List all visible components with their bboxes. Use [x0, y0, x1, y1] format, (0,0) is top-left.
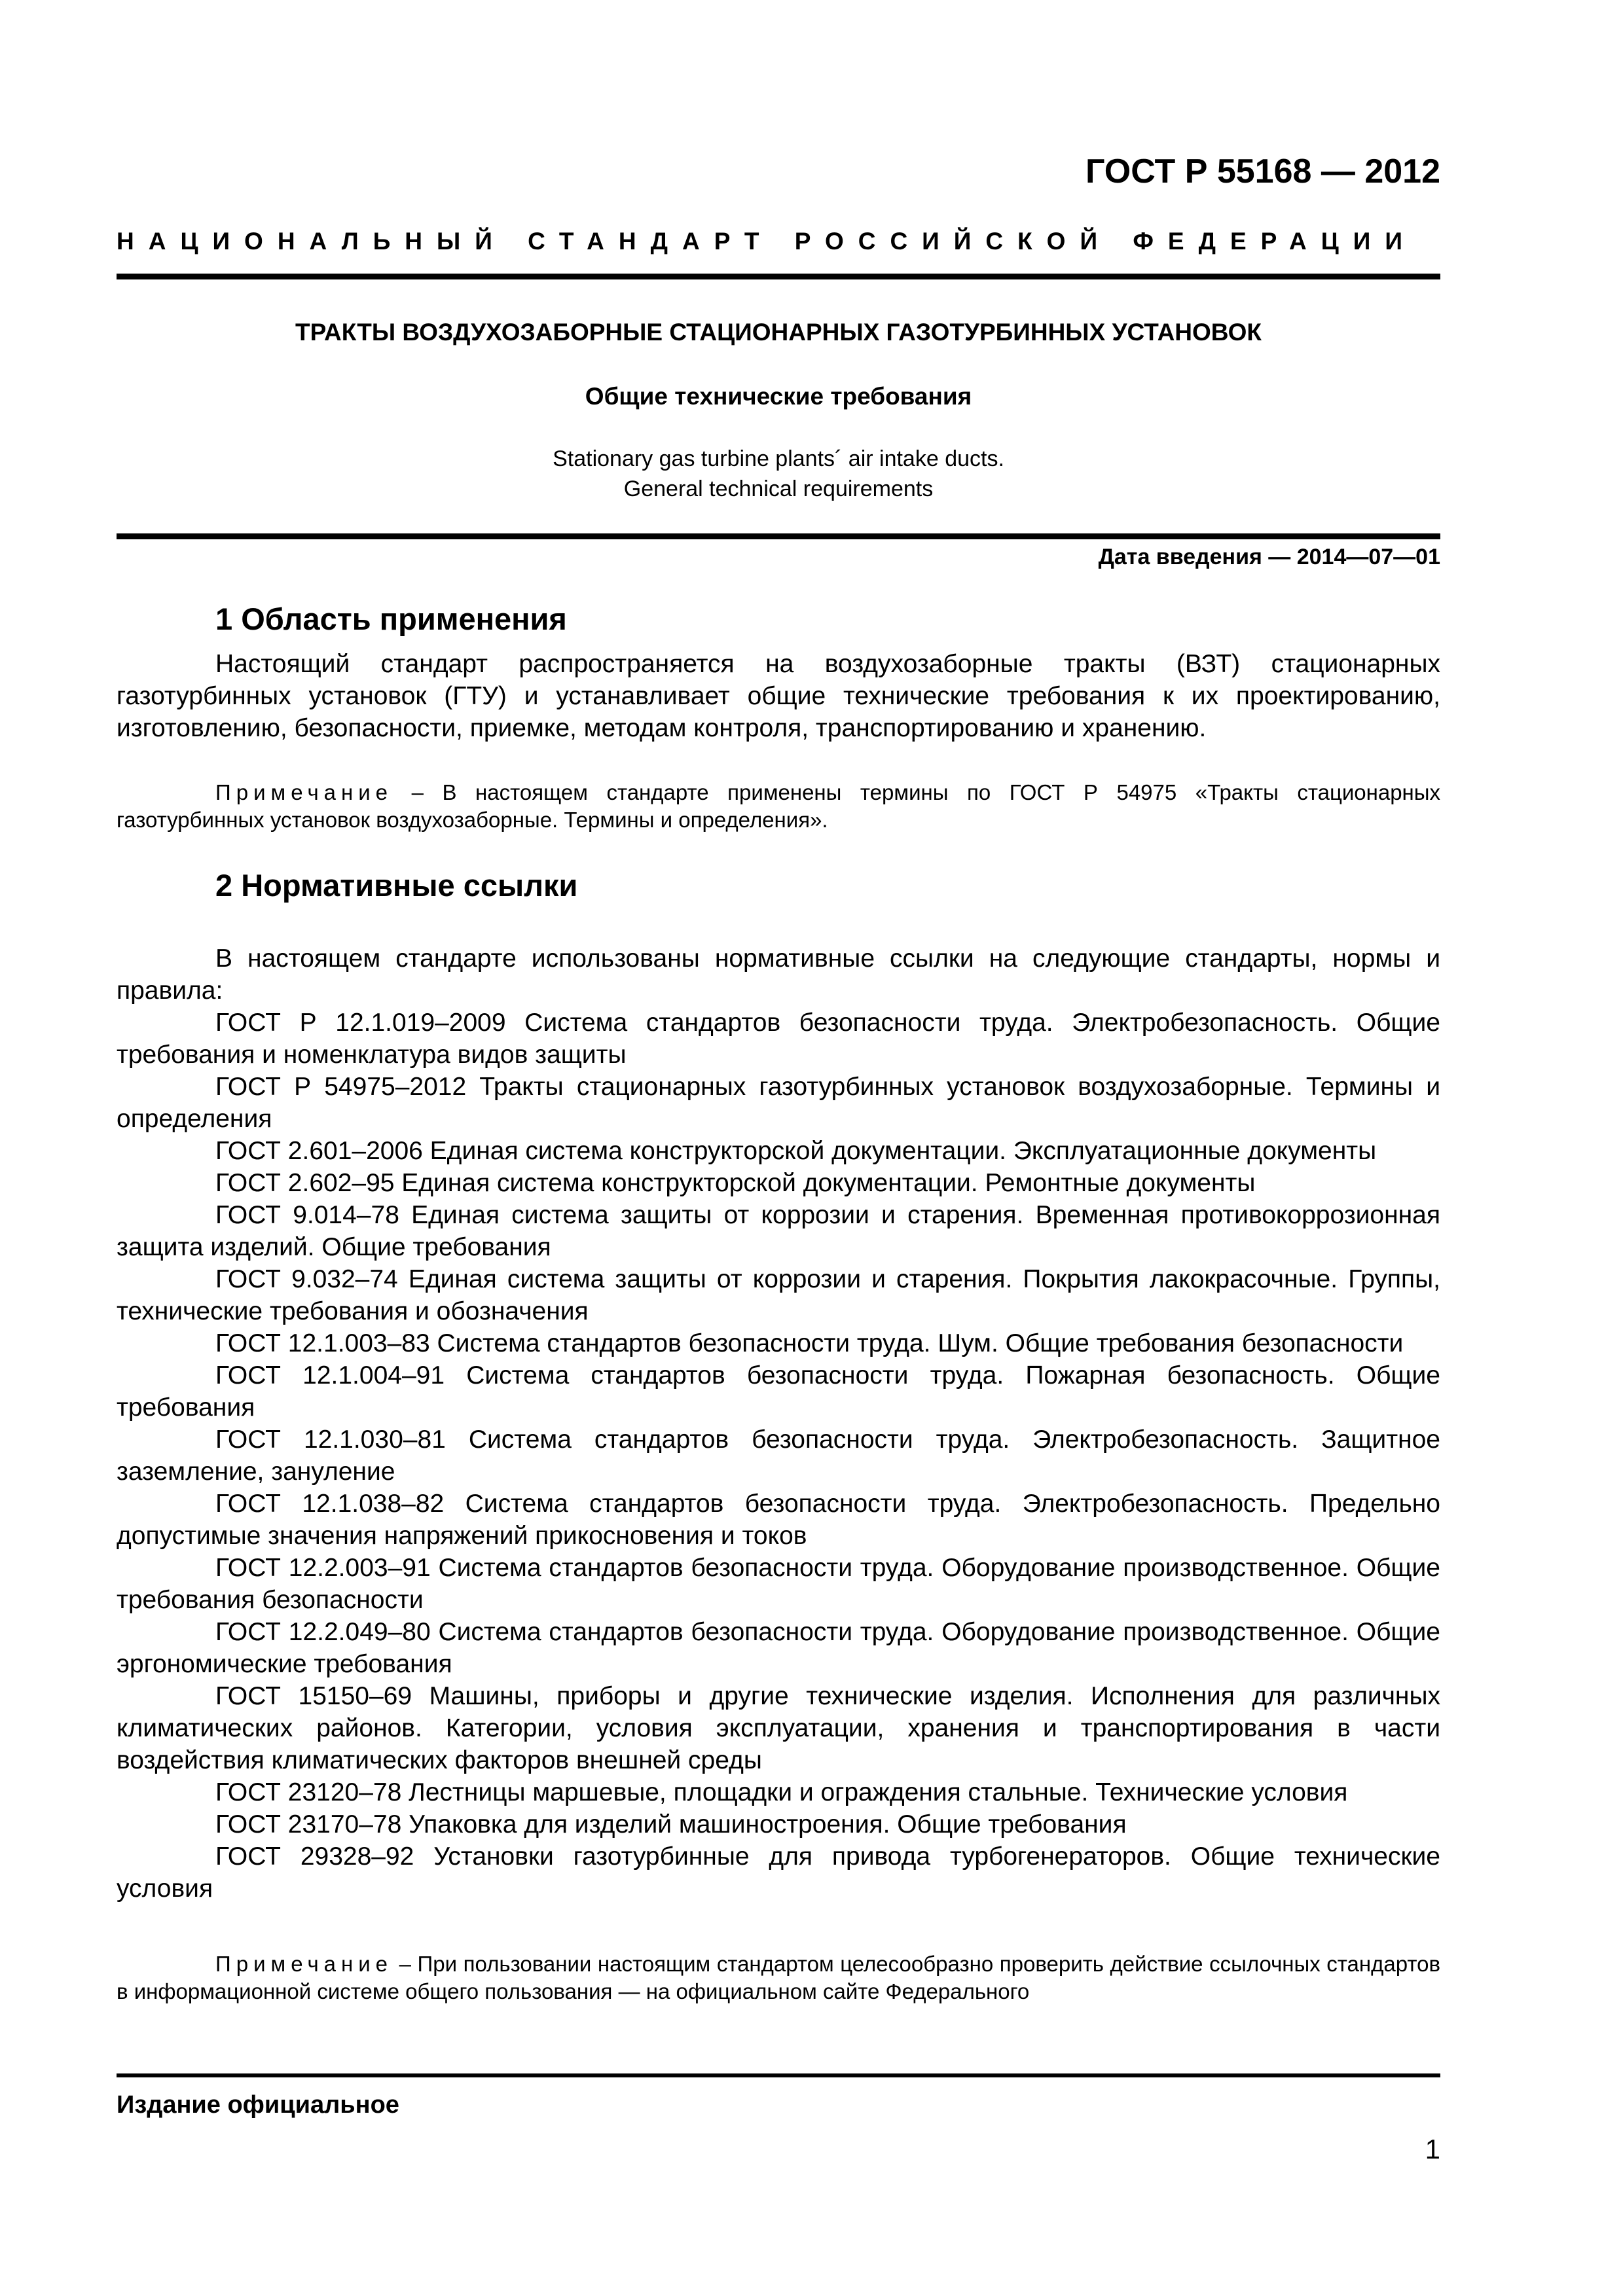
reference-item: ГОСТ Р 12.1.019–2009 Система стандартов безопасности труда. Электробезопасность. Общие требования и номенклатура видов защиты	[117, 1009, 1440, 1069]
section-1-heading: 1 Область применения	[215, 601, 567, 636]
reference-item: ГОСТ 9.014–78 Единая система защиты от коррозии и старения. Временная противокоррозионная защита изделий. Общие требования	[117, 1201, 1440, 1261]
english-title-line-1: Stationary gas turbine plants´ air intake ducts.	[553, 446, 1004, 471]
official-edition-label: Издание официальное	[117, 2091, 399, 2119]
document-title: ТРАКТЫ ВОЗДУХОЗАБОРНЫЕ СТАЦИОНАРНЫХ ГАЗОТУРБИННЫХ УСТАНОВОК	[295, 319, 1262, 346]
footer-rule	[117, 2073, 1440, 2077]
reference-item: ГОСТ Р 54975–2012 Тракты стационарных газотурбинных установок воздухозаборные. Термины и определения	[117, 1073, 1440, 1133]
reference-item: ГОСТ 23170–78 Упаковка для изделий машиностроения. Общие требования	[215, 1810, 1127, 1839]
references-intro: В настоящем стандарте использованы нормативные ссылки на следующие стандарты, нормы и правила:	[117, 944, 1440, 1005]
document-code: ГОСТ Р 55168 — 2012	[1085, 152, 1440, 190]
reference-item: ГОСТ 12.2.049–80 Система стандартов безопасности труда. Оборудование производственное. Общие эргономические требования	[117, 1618, 1440, 1678]
introduction-date: Дата введения — 2014—07—01	[1098, 545, 1440, 569]
english-title	[117, 444, 1440, 504]
reference-item: ГОСТ 23120–78 Лестницы маршевые, площадки и ограждения стальные. Технические условия	[215, 1778, 1348, 1806]
reference-item: ГОСТ 12.1.004–91 Система стандартов безопасности труда. Пожарная безопасность. Общие требования	[117, 1361, 1440, 1422]
note-text: – При пользовании настоящим стандартом целесообразно проверить действие ссылочных стандартов в информационной системе общего пользования — на официальном сайте Федерального	[117, 1952, 1440, 2003]
reference-item: ГОСТ 2.602–95 Единая система конструкторской документации. Ремонтные документы	[215, 1169, 1256, 1197]
document-subtitle: Общие технические требования	[585, 383, 972, 410]
reference-item: ГОСТ 9.032–74 Единая система защиты от коррозии и старения. Покрытия лакокрасочные. Группы, технические требования и обозначения	[117, 1265, 1440, 1325]
reference-item: ГОСТ 12.1.003–83 Система стандартов безопасности труда. Шум. Общие требования безопасности	[215, 1329, 1404, 1357]
note-text: – В настоящем стандарте применены термины по ГОСТ Р 54975 «Тракты стационарных газотурбинных установок воздухозаборные. Термины и определения».	[117, 780, 1440, 832]
reference-item: ГОСТ 12.1.030–81 Система стандартов безопасности труда. Электробезопасность. Защитное заземление, зануление	[117, 1426, 1440, 1486]
reference-item: ГОСТ 15150–69 Машины, приборы и другие технические изделия. Исполнения для различных климатических районов. Категории, условия эксплуатации, хранения и транспортирования в части воздействия климатических факторов внешней среды	[117, 1682, 1440, 1774]
header-rule	[117, 274, 1440, 279]
english-title-line-2: General technical requirements	[623, 476, 934, 501]
section-1-text: Настоящий стандарт распространяется на воздухозаборные тракты (ВЗТ) стационарных газотурбинных установок (ГТУ) и устанавливает общие технические требования к их проектированию, изготовлению, безопасности, приемке, методам контроля, транспортированию и хранению.	[117, 650, 1440, 742]
note-label: Примечание	[215, 1952, 393, 1976]
section-2-heading: 2 Нормативные ссылки	[215, 868, 578, 903]
national-standard-heading: НАЦИОНАЛЬНЫЙ СТАНДАРТ РОССИЙСКОЙ ФЕДЕРАЦИИ	[117, 228, 1417, 255]
section-2-note	[117, 1950, 1440, 2005]
note-label: Примечание	[215, 780, 393, 804]
section-1-note	[117, 779, 1440, 834]
reference-item: ГОСТ 12.1.038–82 Система стандартов безопасности труда. Электробезопасность. Предельно допустимые значения напряжений прикосновения и токов	[117, 1490, 1440, 1550]
reference-item: ГОСТ 12.2.003–91 Система стандартов безопасности труда. Оборудование производственное. Общие требования безопасности	[117, 1554, 1440, 1614]
title-rule	[117, 533, 1440, 539]
normative-references	[117, 942, 1440, 1905]
reference-item: ГОСТ 29328–92 Установки газотурбинные для привода турбогенераторов. Общие технические условия	[117, 1842, 1440, 1903]
page-number: 1	[1425, 2134, 1440, 2164]
reference-item: ГОСТ 2.601–2006 Единая система конструкторской документации. Эксплуатационные документы	[215, 1137, 1377, 1165]
